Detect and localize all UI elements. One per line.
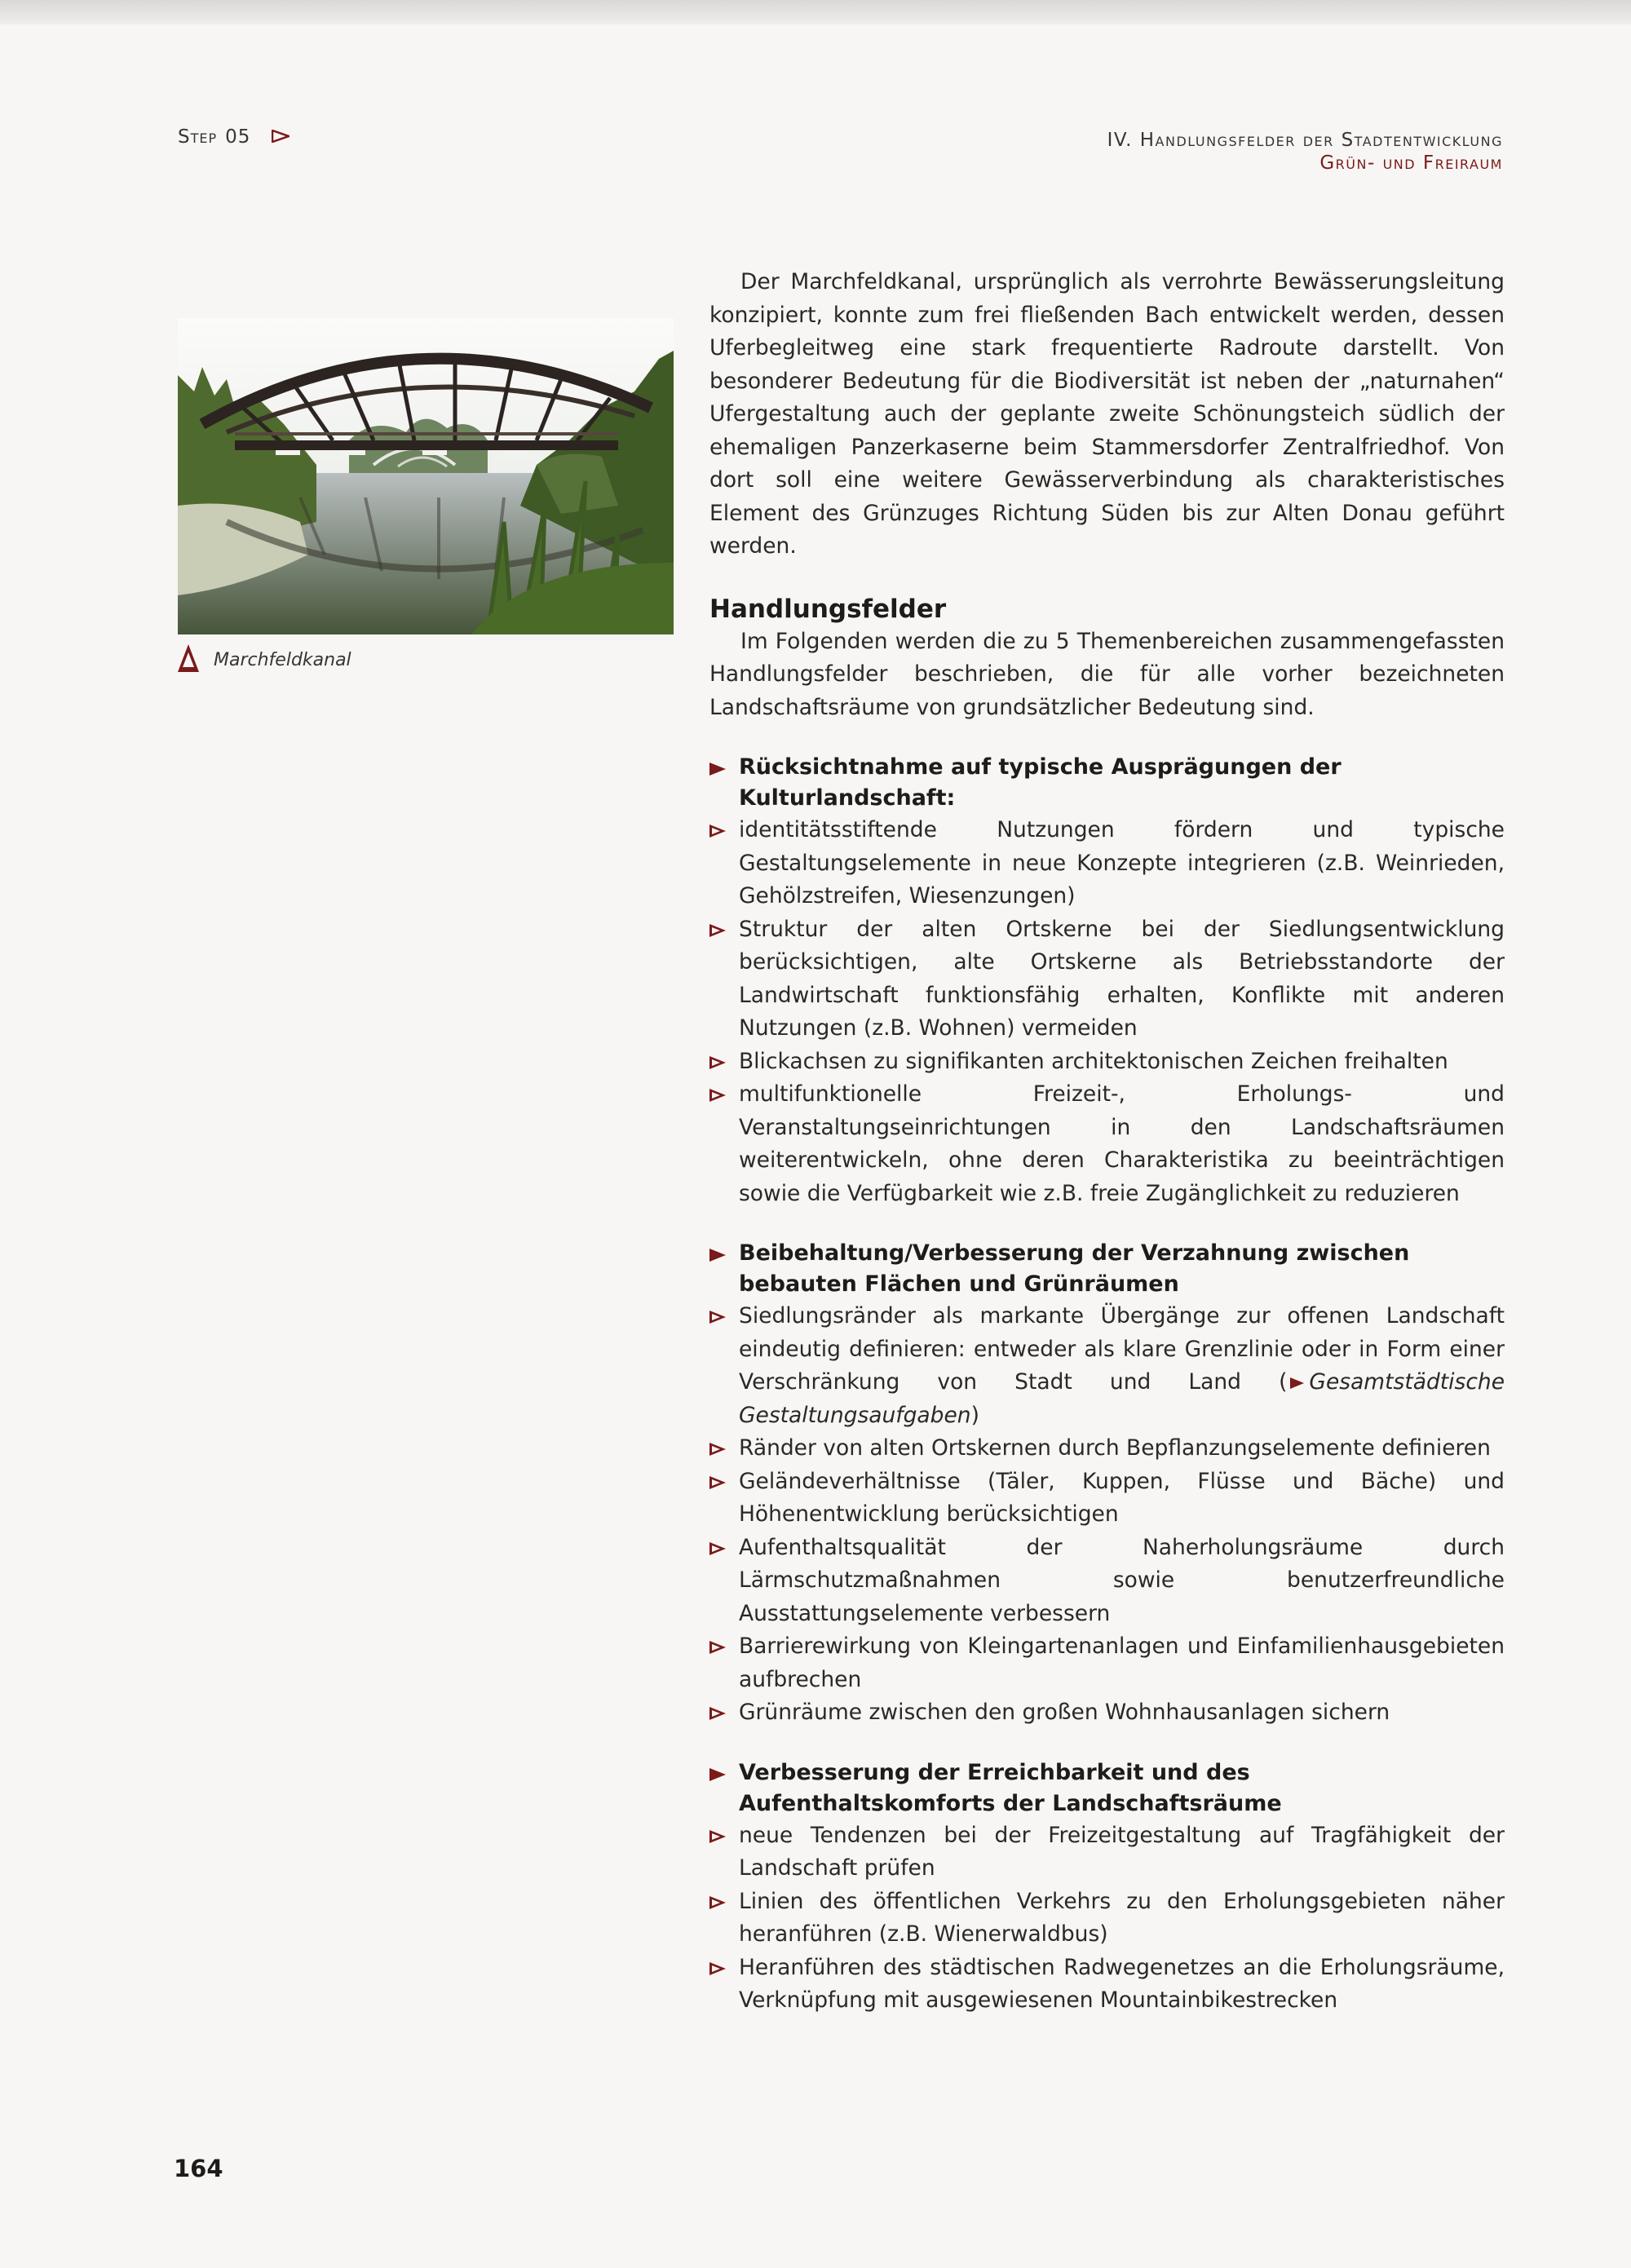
list-item: Geländeverhältnisse (Täler, Kuppen, Flüsse und Bäche) und Höhenentwicklung berücksichtigen [709, 1466, 1505, 1532]
open-triangle-icon [709, 1300, 739, 1432]
handlungsfelder-lead: Im Folgenden werden die zu 5 Themenbereichen zusammengefassten Handlungsfelder beschrieben, die für alle vorher bezeichneten Landschaftsräume von grundsätzlicher Bedeutung sind. [709, 628, 1505, 720]
open-triangle-icon [709, 913, 739, 1046]
section-title-kulturlandschaft: Rücksichtnahme auf typische Ausprägungen der Kulturlandschaft: [709, 752, 1505, 814]
list-item: Linien des öffentlichen Verkehrs zu den Erholungsgebieten näher heranführen (z.B. Wienerwaldbus) [709, 1886, 1505, 1952]
photo-caption [178, 644, 351, 672]
list-item: Grünräume zwischen den großen Wohnhausanlagen sichern [709, 1696, 1505, 1730]
open-triangle-icon [709, 1886, 739, 1952]
open-triangle-icon [709, 814, 739, 913]
scan-edge [0, 0, 1631, 24]
open-triangle-icon [709, 1046, 739, 1079]
open-triangle-icon [709, 1078, 739, 1210]
open-triangle-icon [709, 1696, 739, 1730]
running-header-step [178, 126, 290, 148]
page-number: 164 [174, 2155, 223, 2182]
list-item: multifunktionelle Freizeit-, Erholungs- und Veranstaltungseinrichtungen in den Landschaftsräumen weiterentwickeln, ohne deren Charakteristika zu beeinträchtigen sowie die Verfügbarkeit wie z.B. freie Zugänglichkeit zu reduzieren [709, 1078, 1505, 1210]
solid-triangle-icon [709, 752, 739, 814]
open-triangle-icon [709, 1532, 739, 1631]
open-triangle-icon [709, 1432, 739, 1466]
main-column [709, 266, 1505, 2018]
caption-triangle-icon [178, 644, 199, 672]
bridge-photo-illustration [178, 318, 674, 634]
list-item: Barrierewirkung von Kleingartenanlagen und Einfamilienhausgebieten aufbrechen [709, 1630, 1505, 1696]
list-item: Ränder von alten Ortskernen durch Bepflanzungselemente definieren [709, 1432, 1505, 1466]
step-prefix: Step [178, 126, 218, 148]
cross-reference: Gesamtstädtische Gestaltungsaufgaben [739, 1369, 1505, 1428]
list-item: Siedlungsränder als markante Übergänge zur offenen Landschaft eindeutig definieren: entweder als klare Grenzlinie oder in Form einer Verschränkung von Stadt und Land ( Gesamtstädtische Gestaltungsaufgaben) [709, 1300, 1505, 1432]
section-title: Grün- und Freiraum [1319, 153, 1503, 174]
photo-marchfeldkanal [178, 318, 674, 634]
step-number: 05 [225, 126, 251, 148]
open-triangle-icon [709, 1630, 739, 1696]
caption-text: Marchfeldkanal [214, 650, 351, 670]
open-triangle-icon [709, 1466, 739, 1532]
list-item: Heranführen des städtischen Radwegenetzes an die Erholungsräume, Verknüpfung mit ausgewiesenen Mountainbikestrecken [709, 1952, 1505, 2018]
list-item: Aufenthaltsqualität der Naherholungsräume durch Lärmschutzmaßnahmen sowie benutzerfreundliche Ausstattungselemente verbessern [709, 1532, 1505, 1631]
list-item: Blickachsen zu signifikanten architektonischen Zeichen freihalten [709, 1046, 1505, 1079]
open-triangle-icon [272, 126, 290, 148]
open-triangle-icon [709, 1819, 739, 1886]
handlungsfelder-heading: Handlungsfelder [709, 594, 947, 624]
list-item: identitätsstiftende Nutzungen fördern und typische Gestaltungselemente in neue Konzepte integrieren (z.B. Weinrieden, Gehölzstreifen, Wiesenzungen) [709, 814, 1505, 913]
chapter-title: IV. Handlungsfelder der Stadtentwicklung [1107, 130, 1503, 151]
section-title-verzahnung: Beibehaltung/Verbesserung der Verzahnung zwischen bebauten Flächen und Grünräumen [709, 1238, 1505, 1300]
list-item: Struktur der alten Ortskerne bei der Siedlungsentwicklung berücksichtigen, alte Ortskerne als Betriebsstandorte der Landwirtschaft funktionsfähig erhalten, Konflikte mit anderen Nutzungen (z.B. Wohnen) vermeiden [709, 913, 1505, 1046]
solid-triangle-icon [709, 1757, 739, 1819]
open-triangle-icon [709, 1952, 739, 2018]
section-title-erreichbarkeit: Verbesserung der Erreichbarkeit und des Aufenthaltskomforts der Landschaftsräume [709, 1757, 1505, 1819]
intro-paragraph: Der Marchfeldkanal, ursprünglich als verrohrte Bewässerungsleitung konzipiert, konnte zum frei fließenden Bach entwickelt werden, dessen Uferbegleitweg eine stark frequentierte Radroute darstellt. Von besonderer Bedeutung für die Biodiversität ist neben der „naturnahen“ Ufergestaltung auch der geplante zweite Schönungsteich südlich der ehemaligen Panzerkaserne beim Stammersdorfer Zentralfriedhof. Von dort soll eine weitere Gewässerverbindung als charakteristisches Element des Grünzuges Richtung Süden bis zur Alten Donau geführt werden. [709, 269, 1505, 559]
list-item: neue Tendenzen bei der Freizeitgestaltung auf Tragfähigkeit der Landschaft prüfen [709, 1819, 1505, 1886]
ref-arrow-icon [1290, 1377, 1304, 1389]
running-header-chapter [1107, 129, 1503, 175]
solid-triangle-icon [709, 1238, 739, 1300]
